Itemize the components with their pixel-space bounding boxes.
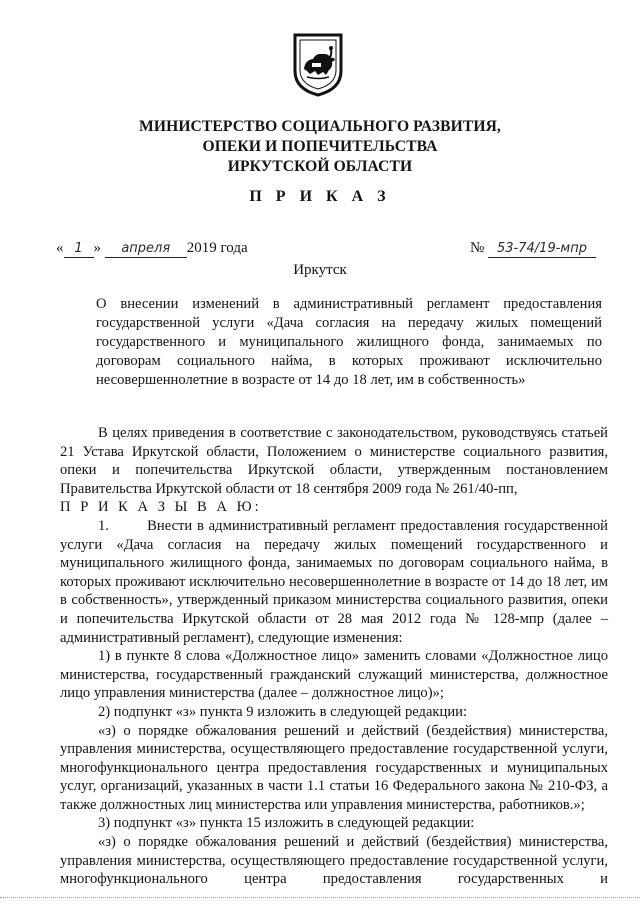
preamble: В целях приведения в соответствие с законодательством, руководствуясь статьей 21 Устава Иркутской области, Положением о министерстве социального развития, опеки и попечительства Иркутской области, утвержденным постановлением Правительства Иркутской области от 18 сентября 2009 года № 261/40-пп,	[60, 425, 608, 497]
date-year: 2019 года	[186, 240, 248, 256]
order-body	[60, 424, 608, 889]
ministry-header	[60, 117, 580, 177]
ministry-line-2: ОПЕКИ И ПОПЕЧИТЕЛЬСТВА	[202, 138, 438, 155]
date-close-quote: »	[93, 240, 101, 256]
coat-of-arms-icon	[293, 33, 343, 97]
paragraph-5: 3) подпункт «з» пункта 15 изложить в следующей редакции:	[98, 815, 475, 832]
ministry-line-3: ИРКУТСКОЙ ОБЛАСТИ	[227, 158, 413, 175]
ministry-line-1: МИНИСТЕРСТВО СОЦИАЛЬНОГО РАЗВИТИЯ,	[139, 118, 501, 135]
paragraph-2: 1) в пункте 8 слова «Должностное лицо» заменить словами «Должностное лицо министерства, государственный гражданский служащий министерства, должностное лицо управления министерства (далее – должностное лицо)»;	[60, 648, 608, 702]
paragraph-1: 1. Внести в административный регламент предоставления государственной услуги «Дача согласия на передачу жилых помещений государственного и муниципального жилищного фонда, занимаемых по договорам социального найма, в которых проживают исключительно несовершеннолетние в возрасте от 14 до 18 лет, им в собственность», утвержденный приказом министерства социального развития, опеки и попечительства Иркутской области от 28 мая 2012 года № 128-мпр (далее – административный регламент), следующие изменения:	[60, 517, 608, 646]
order-date	[56, 240, 248, 258]
order-subject: О внесении изменений в административный регламент предоставления государственной услуги «Дача согласия на передачу жилых помещений государственного и муниципального жилищного фонда, занимаемых по договорам социального найма, в которых проживают исключительно несовершеннолетние в возрасте от 14 до 18 лет, им в собственность»	[96, 296, 602, 388]
date-month: апреля	[105, 241, 187, 258]
paragraph-4: «з) о порядке обжалования решений и действий (бездействия) министерства, управления министерства, осуществляющего предоставление государственной услуги, многофункционального центра предоставления государственных и муниципальных услуг, организаций, указанных в части 1.1 статьи 16 Федерального закона № 210-ФЗ, а также должностных лиц министерства или управления министерства, работников.»;	[60, 722, 608, 813]
order-word: П Р И К А З Ы В А Ю:	[60, 499, 262, 516]
paragraph-3: 2) подпункт «з» пункта 9 изложить в следующей редакции:	[98, 703, 468, 720]
date-number-row	[56, 240, 596, 262]
order-number	[470, 240, 596, 258]
bottom-scan-edge	[0, 897, 640, 900]
date-day: 1	[64, 241, 94, 258]
number-value: 53-74/19-мпр	[488, 241, 596, 258]
number-label: №	[469, 240, 485, 256]
order-title: П Р И К А З	[249, 188, 391, 205]
date-open-quote: «	[56, 240, 64, 256]
city: Иркутск	[293, 262, 347, 278]
paragraph-6: «з) о порядке обжалования решений и действий (бездействия) министерства, управления министерства, осуществляющего предоставление государственной услуги, многофункционального центра предоставления государственных и	[60, 834, 608, 888]
